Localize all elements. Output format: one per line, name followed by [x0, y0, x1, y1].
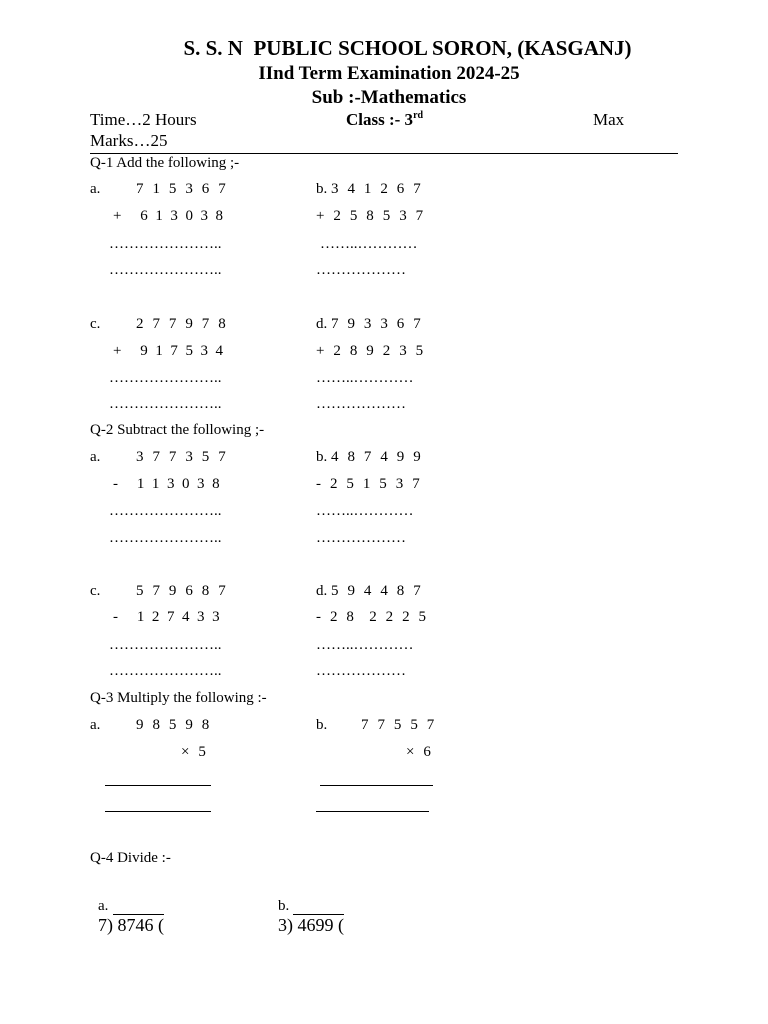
q2-d-label: d.	[316, 583, 328, 599]
q4-b	[270, 879, 344, 936]
q1-a-answer-line1: …………………..	[109, 236, 222, 252]
q2-b-answer-line2: ………………	[316, 530, 406, 546]
q2-b-label: b.	[316, 449, 328, 465]
q1-a-label: a.	[90, 181, 101, 197]
q2-a-answer-line1: …………………..	[109, 503, 222, 519]
q2-title: Q-2 Subtract the following ;-	[90, 422, 265, 438]
q4-a-label: a.	[98, 898, 109, 914]
q2-d-answer-line1: ……..…………	[316, 637, 414, 653]
q1-c-answer-line2: …………………..	[109, 396, 222, 412]
class-label: Class :- 3rd	[346, 110, 424, 129]
q2-a-number2: - 1 1 3 0 3 8	[113, 476, 222, 492]
q1-d-number1: 7 9 3 3 6 7	[331, 316, 424, 332]
q1-b-answer-line2: ………………	[316, 262, 406, 278]
q4-b-divisor: 3)	[278, 915, 293, 935]
q3-a-label: a.	[90, 717, 101, 733]
q1-a-number1: 7 1 5 3 6 7	[136, 181, 229, 197]
q1-b-number1: 3 4 1 2 6 7	[331, 181, 424, 197]
q2-a-number1: 3 7 7 3 5 7	[136, 449, 229, 465]
q2-b-answer-line1: ……..…………	[316, 503, 414, 519]
q1-c-number1: 2 7 7 9 7 8	[136, 316, 229, 332]
q1-b-answer-line1: ……..…………	[320, 236, 418, 252]
q4-b-dividend: 4699 (	[293, 915, 344, 935]
q2-c-answer-line1: …………………..	[109, 637, 222, 653]
q2-d-answer-line2: ………………	[316, 663, 406, 679]
q2-a-label: a.	[90, 449, 101, 465]
marks-label: Marks…25	[90, 131, 168, 150]
q4-a-dividend: 8746 (	[113, 915, 164, 935]
q3-b-multiplier: × 6	[406, 744, 434, 760]
q3-b-answer-line2	[316, 811, 429, 812]
school-name: S. S. N PUBLIC SCHOOL SORON, (KASGANJ)	[183, 36, 632, 60]
q1-b-number2: + 2 5 8 5 3 7	[316, 208, 426, 224]
q4-b-label: b.	[278, 898, 290, 914]
q2-d-number2: - 2 8 2 2 2 5	[316, 609, 429, 625]
q1-a-answer-line2: …………………..	[109, 262, 222, 278]
q3-title: Q-3 Multiply the following :-	[90, 690, 267, 706]
header-divider	[90, 153, 678, 154]
q1-b-label: b.	[316, 181, 328, 197]
subject-title: Sub :-Mathematics	[311, 87, 467, 108]
q4-a	[90, 879, 164, 936]
class-superscript: rd	[413, 110, 424, 121]
q1-d-label: d.	[316, 316, 328, 332]
q2-b-number1: 4 8 7 4 9 9	[331, 449, 424, 465]
q1-title: Q-1 Add the following ;-	[90, 155, 240, 171]
q3-a-answer-line1	[105, 785, 211, 786]
q4-a-divisor: 7)	[98, 915, 113, 935]
q2-b-number2: - 2 5 1 5 3 7	[316, 476, 423, 492]
q2-c-label: c.	[90, 583, 101, 599]
q3-a-number1: 9 8 5 9 8	[136, 717, 212, 733]
q1-d-number2: + 2 8 9 2 3 5	[316, 343, 426, 359]
q1-c-answer-line1: …………………..	[109, 370, 222, 386]
q2-a-answer-line2: …………………..	[109, 530, 222, 546]
exam-title: IInd Term Examination 2024-25	[258, 63, 520, 84]
q3-b-number1: 7 7 5 5 7	[361, 717, 437, 733]
q1-d-answer-line1: ……..…………	[316, 370, 414, 386]
q3-b-label: b.	[316, 717, 328, 733]
q4-title: Q-4 Divide :-	[90, 850, 171, 866]
max-label: Max	[593, 110, 625, 129]
q1-d-answer-line2: ………………	[316, 396, 406, 412]
q2-d-number1: 5 9 4 4 8 7	[331, 583, 424, 599]
q3-b-answer-line1	[320, 785, 433, 786]
time-label: Time…2 Hours	[90, 110, 197, 129]
q1-c-number2: + 9 1 7 5 3 4	[113, 343, 225, 359]
q3-a-answer-line2	[105, 811, 211, 812]
q2-c-number2: - 1 2 7 4 3 3	[113, 609, 222, 625]
q2-c-number1: 5 7 9 6 8 7	[136, 583, 229, 599]
q1-a-number2: + 6 1 3 0 3 8	[113, 208, 225, 224]
q3-a-multiplier: × 5	[181, 744, 209, 760]
q1-c-label: c.	[90, 316, 101, 332]
q2-c-answer-line2: …………………..	[109, 663, 222, 679]
